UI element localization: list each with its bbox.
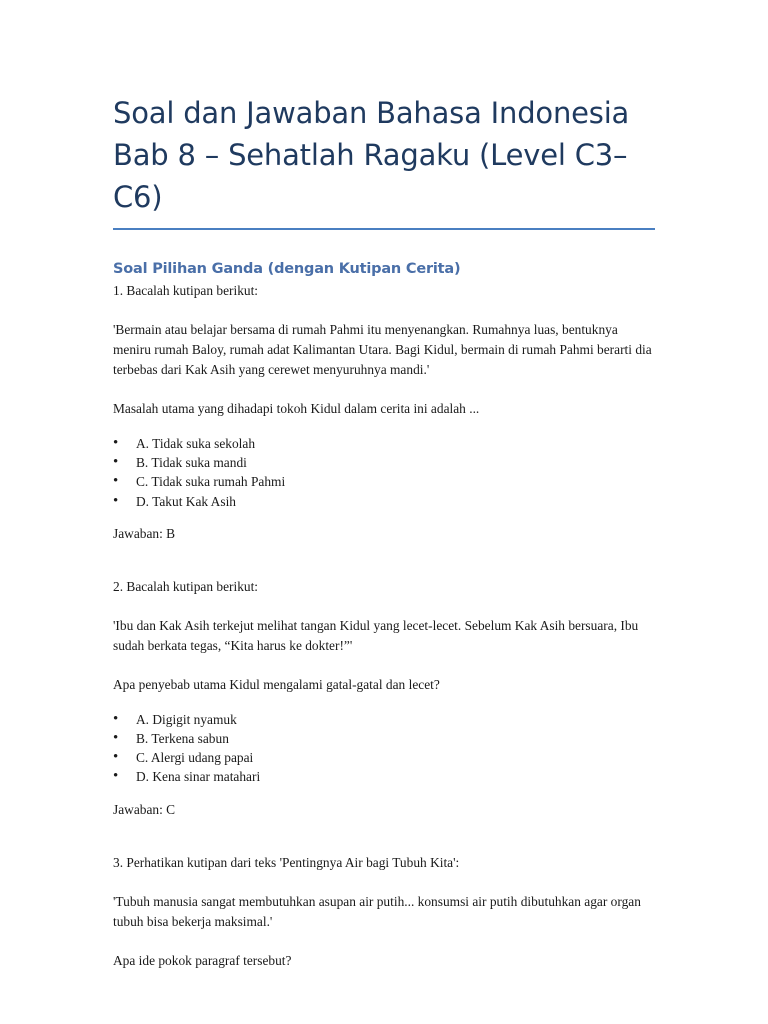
section-heading: Soal Pilihan Ganda (dengan Kutipan Cerita) xyxy=(113,261,461,277)
document-content xyxy=(113,92,658,971)
question-2 xyxy=(113,577,658,820)
option-label: D. Takut Kak Asih xyxy=(136,493,236,509)
question-2-instruction: 2. Bacalah kutipan berikut: xyxy=(113,578,259,594)
option-label: D. Kena sinar matahari xyxy=(136,769,261,785)
option-label: A. Tidak suka sekolah xyxy=(136,436,256,451)
option-item xyxy=(113,710,658,729)
question-1-text: Masalah utama yang dihadapi tokoh Kidul dalam cerita ini adalah ... xyxy=(113,401,480,416)
bullet-icon: • xyxy=(113,710,119,727)
bullet-icon: • xyxy=(113,730,119,747)
question-2-quote: 'Ibu dan Kak Asih terkejut melihat tangan Kidul yang lecet-lecet. Sebelum Kak Asih bersuara, Ibu sudah berkata tegas, “Kita harus ke dokter!”' xyxy=(113,617,639,653)
option-item xyxy=(113,748,658,767)
option-label: B. Terkena sabun xyxy=(136,731,229,747)
option-label: C. Alergi udang papai xyxy=(136,750,254,766)
question-2-answer: Jawaban: C xyxy=(113,801,176,817)
option-label: A. Digigit nyamuk xyxy=(136,711,237,727)
option-item xyxy=(113,492,658,511)
option-label: B. Tidak suka mandi xyxy=(136,455,247,471)
document-title: Soal dan Jawaban Bahasa Indonesia Bab 8 – Sehatlah Ragaku (Level C3–C6) xyxy=(113,96,630,214)
option-item xyxy=(113,453,658,472)
bullet-icon: • xyxy=(113,492,119,509)
question-1-answer: Jawaban: B xyxy=(113,525,176,541)
question-1-quote: 'Bermain atau belajar bersama di rumah Pahmi itu menyenangkan. Rumahnya luas, bentuknya meniru rumah Baloy, rumah adat Kalimantan Utara. Bagi Kidul, bermain di rumah Pahmi berarti dia terbebas dari Kak Asih yang cerewet menyuruhnya mandi.' xyxy=(113,322,652,377)
question-1-options xyxy=(113,434,658,511)
question-1-instruction: 1. Bacalah kutipan berikut: xyxy=(113,283,259,298)
question-2-options xyxy=(113,710,658,787)
option-item xyxy=(113,434,658,453)
bullet-icon: • xyxy=(113,768,119,785)
question-1 xyxy=(113,281,658,544)
question-3-text: Apa ide pokok paragraf tersebut? xyxy=(113,952,292,968)
option-item xyxy=(113,767,658,786)
question-3-instruction: 3. Perhatikan kutipan dari teks 'Pentingnya Air bagi Tubuh Kita': xyxy=(113,854,460,870)
question-3 xyxy=(113,853,658,971)
bullet-icon: • xyxy=(113,454,119,471)
title-underline xyxy=(113,228,655,230)
bullet-icon: • xyxy=(113,473,119,490)
question-2-text: Apa penyebab utama Kidul mengalami gatal-gatal dan lecet? xyxy=(113,676,440,692)
option-label: C. Tidak suka rumah Pahmi xyxy=(136,474,286,490)
bullet-icon: • xyxy=(113,749,119,766)
option-item xyxy=(113,729,658,748)
option-item xyxy=(113,472,658,491)
bullet-icon: • xyxy=(113,435,119,451)
question-3-quote: 'Tubuh manusia sangat membutuhkan asupan air putih... konsumsi air putih dibutuhkan agar organ tubuh bisa bekerja maksimal.' xyxy=(113,893,641,929)
